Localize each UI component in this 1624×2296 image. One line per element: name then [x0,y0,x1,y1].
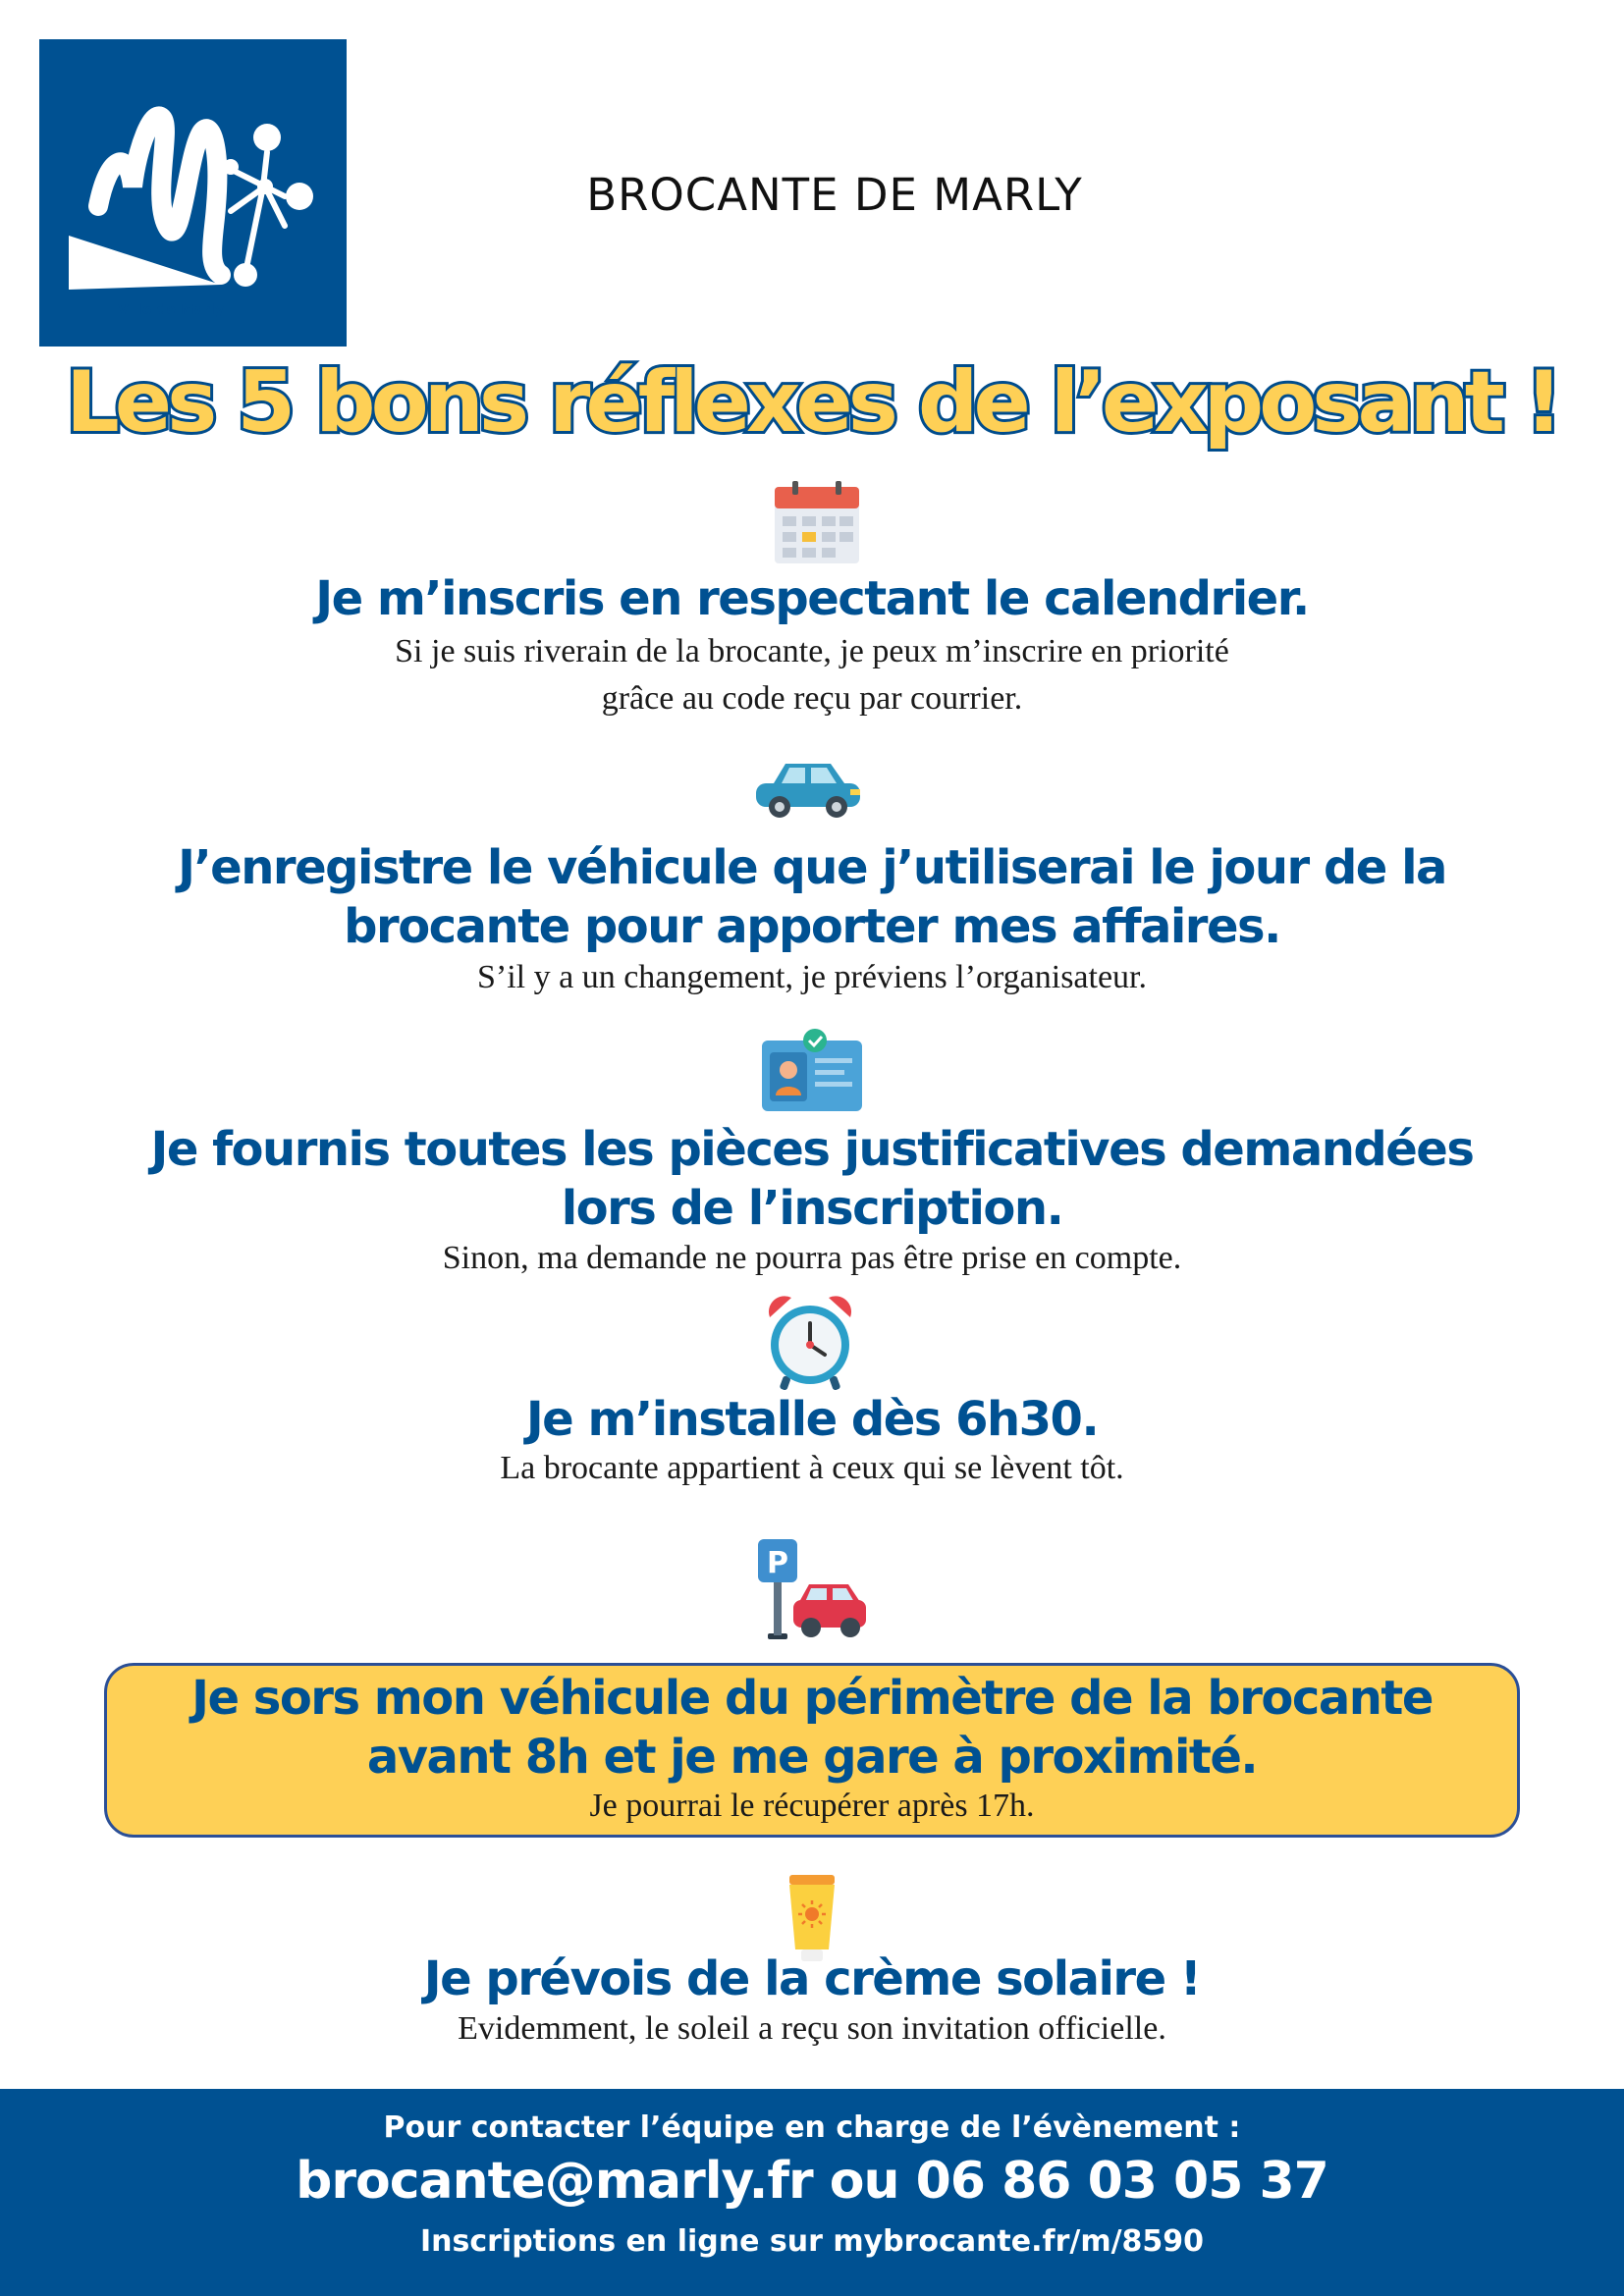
item-title-2: J’enregistre le véhicule que j’utiliserai le jour de la brocante pour apporter mes affaires. [178,840,1446,954]
footer-contact: brocante@marly.fr ou 06 86 03 05 37 [296,2152,1328,2211]
footer-intro: Pour contacter l’équipe en charge de l’évènement : [383,2110,1241,2145]
item-subtitle-5: Je pourrai le récupérer après 17h. [589,1788,1035,1824]
item-subtitle-3: Sinon, ma demande ne pourra pas être prise en compte. [442,1240,1182,1276]
item-title-6: Je prévois de la crème solaire ! [423,1951,1201,2006]
footer [0,2089,1624,2296]
alarm-clock-icon [762,1294,858,1392]
item-subtitle-2: S’il y a un changement, je préviens l’organisateur. [476,959,1147,995]
item-title-1: Je m’inscris en respectant le calendrier. [315,571,1309,626]
logo-label: Ville de Marly [118,302,224,318]
event-title: BROCANTE DE MARLY [586,169,1083,221]
headline: Les 5 bons réflexes de l’exposant ! [65,353,1559,452]
parking-car-icon [754,1537,868,1645]
car-icon [752,758,864,821]
item-subtitle-6: Evidemment, le soleil a reçu son invitation officielle. [458,2010,1166,2047]
ville-de-marly-logo [39,39,347,347]
item-title-5: Je sors mon véhicule du périmètre de la brocante avant 8h et je me gare à proximité. [191,1671,1433,1785]
item-title-3: Je fournis toutes les pièces justificatives demandées lors de l’inscription. [150,1122,1474,1236]
marly-m-icon [39,39,347,347]
id-card-icon [760,1027,864,1113]
svg-text:P: P [767,1546,788,1580]
footer-online-registration: Inscriptions en ligne sur mybrocante.fr/m/8590 [419,2224,1205,2259]
item-subtitle-1: Si je suis riverain de la brocante, je peux m’inscrire en priorité grâce au code reçu par courrier. [395,633,1229,717]
item-title-4: Je m’installe dès 6h30. [525,1392,1099,1447]
item-subtitle-4: La brocante appartient à ceux qui se lèvent tôt. [500,1450,1124,1486]
calendar-icon [773,479,861,565]
